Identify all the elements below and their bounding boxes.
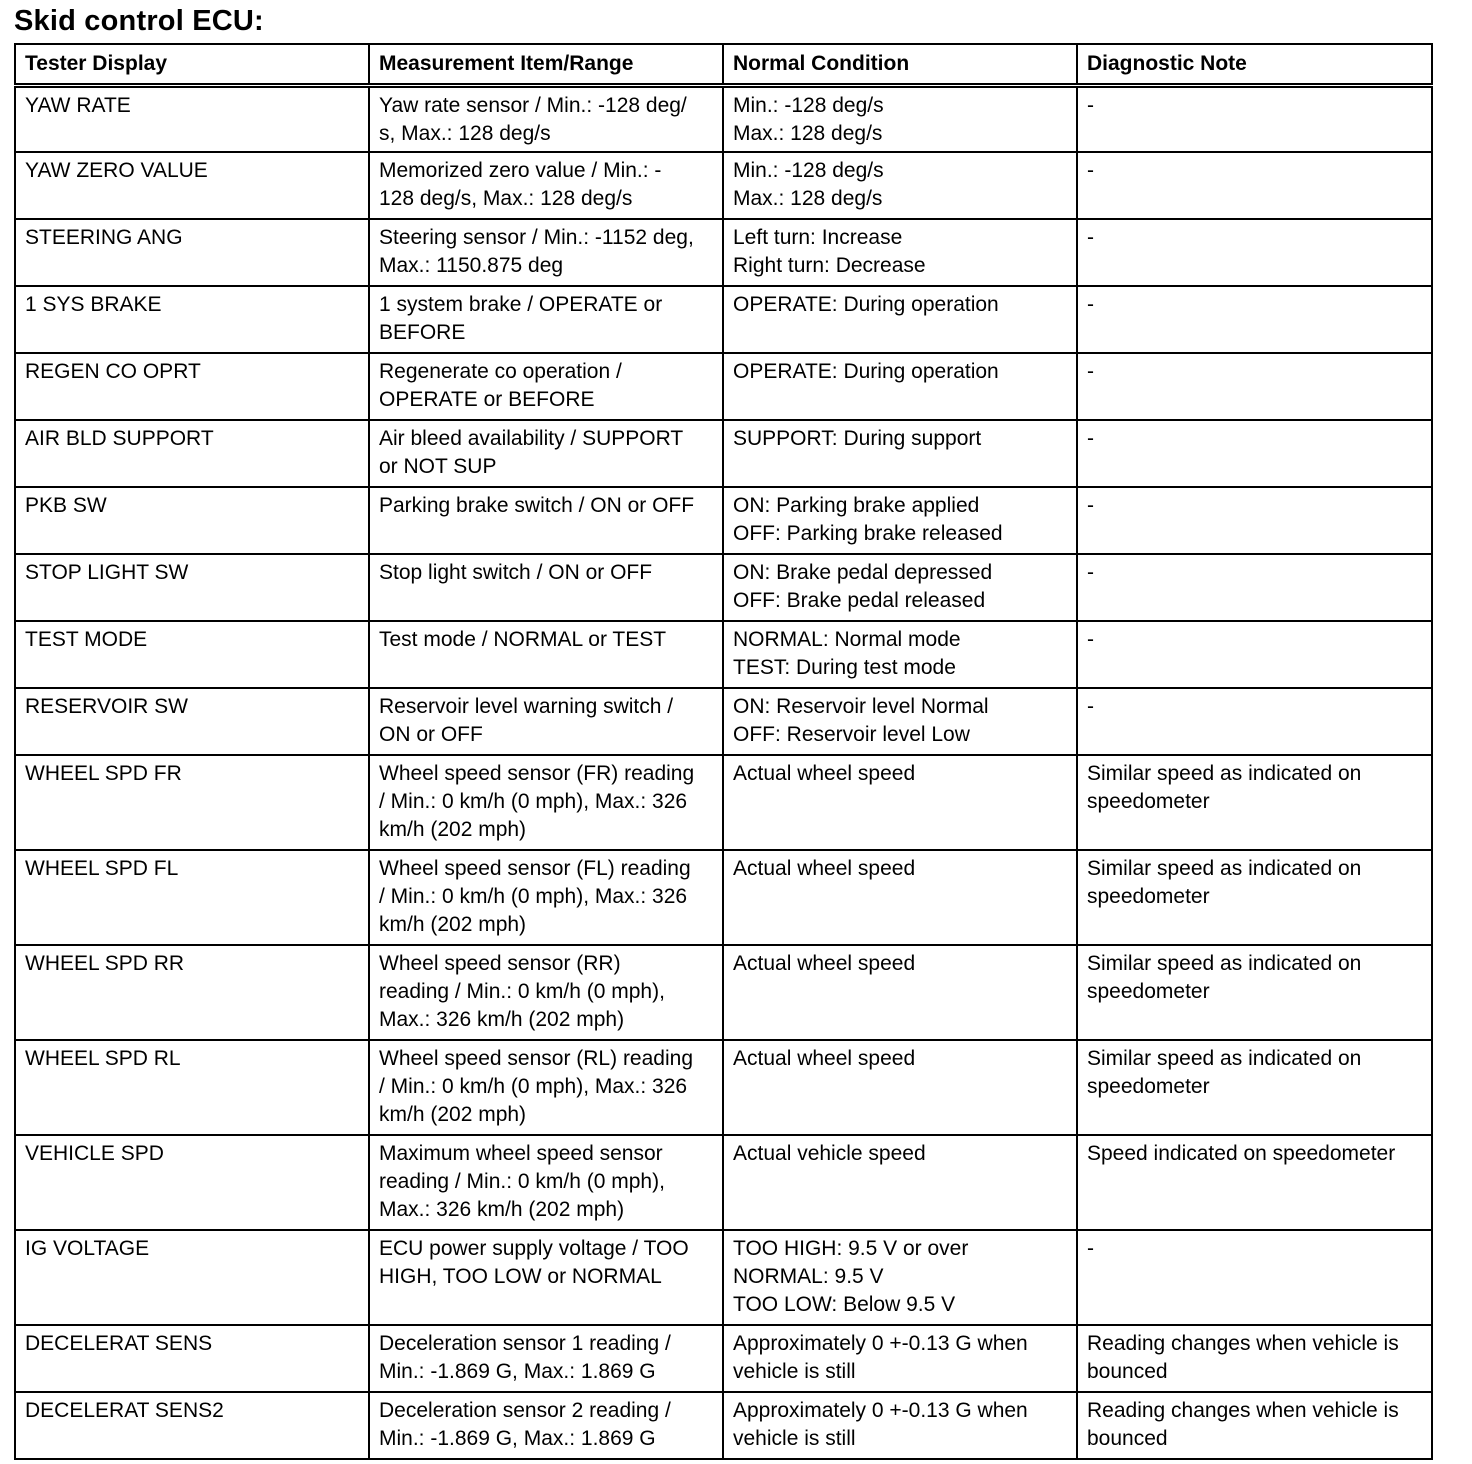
table-row — [15, 1135, 1432, 1230]
table-row — [15, 1230, 1432, 1325]
table-row — [15, 1325, 1432, 1392]
cell-diagnostic-note: - — [1077, 286, 1432, 353]
table-body — [15, 85, 1432, 1459]
cell-normal-condition: Actual wheel speed — [723, 755, 1077, 850]
cell-tester-display: RESERVOIR SW — [15, 688, 369, 755]
cell-measurement-item: Stop light switch / ON or OFF — [369, 554, 723, 621]
cell-normal-condition: ON: Brake pedal depressed OFF: Brake pedal released — [723, 554, 1077, 621]
cell-measurement-item: Test mode / NORMAL or TEST — [369, 621, 723, 688]
cell-diagnostic-note: - — [1077, 554, 1432, 621]
table-row — [15, 420, 1432, 487]
cell-measurement-item: Wheel speed sensor (FR) reading / Min.: 0 km/h (0 mph), Max.: 326 km/h (202 mph) — [369, 755, 723, 850]
cell-normal-condition: Approximately 0 +-0.13 G when vehicle is still — [723, 1392, 1077, 1459]
cell-diagnostic-note: - — [1077, 85, 1432, 152]
cell-normal-condition: ON: Parking brake applied OFF: Parking brake released — [723, 487, 1077, 554]
header-tester-display: Tester Display — [15, 44, 369, 85]
table-row — [15, 945, 1432, 1040]
cell-normal-condition: Approximately 0 +-0.13 G when vehicle is still — [723, 1325, 1077, 1392]
table-row — [15, 688, 1432, 755]
table-row — [15, 755, 1432, 850]
cell-tester-display: WHEEL SPD FR — [15, 755, 369, 850]
cell-tester-display: TEST MODE — [15, 621, 369, 688]
cell-diagnostic-note: Reading changes when vehicle is bounced — [1077, 1392, 1432, 1459]
cell-diagnostic-note: - — [1077, 688, 1432, 755]
cell-measurement-item: Yaw rate sensor / Min.: -128 deg/ s, Max.: 128 deg/s — [369, 85, 723, 152]
cell-measurement-item: Wheel speed sensor (RL) reading / Min.: 0 km/h (0 mph), Max.: 326 km/h (202 mph) — [369, 1040, 723, 1135]
header-row — [15, 44, 1432, 85]
page-title: Skid control ECU: — [14, 5, 264, 37]
cell-diagnostic-note: - — [1077, 420, 1432, 487]
table-row — [15, 1392, 1432, 1459]
cell-tester-display: 1 SYS BRAKE — [15, 286, 369, 353]
cell-measurement-item: Reservoir level warning switch / ON or OFF — [369, 688, 723, 755]
cell-tester-display: IG VOLTAGE — [15, 1230, 369, 1325]
cell-normal-condition: ON: Reservoir level Normal OFF: Reservoir level Low — [723, 688, 1077, 755]
table-row — [15, 85, 1432, 152]
cell-measurement-item: Steering sensor / Min.: -1152 deg, Max.: 1150.875 deg — [369, 219, 723, 286]
header-measurement-item: Measurement Item/Range — [369, 44, 723, 85]
cell-measurement-item: Wheel speed sensor (FL) reading / Min.: 0 km/h (0 mph), Max.: 326 km/h (202 mph) — [369, 850, 723, 945]
cell-measurement-item: ECU power supply voltage / TOO HIGH, TOO LOW or NORMAL — [369, 1230, 723, 1325]
cell-measurement-item: Memorized zero value / Min.: - 128 deg/s, Max.: 128 deg/s — [369, 152, 723, 219]
cell-diagnostic-note: - — [1077, 219, 1432, 286]
cell-normal-condition: Actual wheel speed — [723, 945, 1077, 1040]
cell-normal-condition: Min.: -128 deg/s Max.: 128 deg/s — [723, 152, 1077, 219]
cell-measurement-item: Maximum wheel speed sensor reading / Min.: 0 km/h (0 mph), Max.: 326 km/h (202 mph) — [369, 1135, 723, 1230]
table-header — [15, 44, 1432, 85]
cell-diagnostic-note: - — [1077, 353, 1432, 420]
table-row — [15, 621, 1432, 688]
cell-tester-display: VEHICLE SPD — [15, 1135, 369, 1230]
cell-tester-display: WHEEL SPD RL — [15, 1040, 369, 1135]
cell-tester-display: AIR BLD SUPPORT — [15, 420, 369, 487]
cell-measurement-item: Parking brake switch / ON or OFF — [369, 487, 723, 554]
header-normal-condition: Normal Condition — [723, 44, 1077, 85]
table-row — [15, 487, 1432, 554]
cell-tester-display: WHEEL SPD RR — [15, 945, 369, 1040]
cell-tester-display: YAW RATE — [15, 85, 369, 152]
cell-tester-display: DECELERAT SENS — [15, 1325, 369, 1392]
cell-normal-condition: OPERATE: During operation — [723, 353, 1077, 420]
cell-diagnostic-note: Similar speed as indicated on speedometer — [1077, 945, 1432, 1040]
cell-tester-display: WHEEL SPD FL — [15, 850, 369, 945]
cell-diagnostic-note: Similar speed as indicated on speedometer — [1077, 755, 1432, 850]
cell-tester-display: STOP LIGHT SW — [15, 554, 369, 621]
cell-normal-condition: NORMAL: Normal mode TEST: During test mode — [723, 621, 1077, 688]
cell-diagnostic-note: Similar speed as indicated on speedometer — [1077, 1040, 1432, 1135]
cell-measurement-item: Wheel speed sensor (RR) reading / Min.: 0 km/h (0 mph), Max.: 326 km/h (202 mph) — [369, 945, 723, 1040]
cell-measurement-item: Regenerate co operation / OPERATE or BEFORE — [369, 353, 723, 420]
cell-normal-condition: OPERATE: During operation — [723, 286, 1077, 353]
table-row — [15, 219, 1432, 286]
cell-diagnostic-note: - — [1077, 1230, 1432, 1325]
cell-normal-condition: Actual wheel speed — [723, 1040, 1077, 1135]
table-row — [15, 286, 1432, 353]
header-diagnostic-note: Diagnostic Note — [1077, 44, 1432, 85]
cell-diagnostic-note: Reading changes when vehicle is bounced — [1077, 1325, 1432, 1392]
cell-normal-condition: Left turn: Increase Right turn: Decrease — [723, 219, 1077, 286]
cell-measurement-item: Air bleed availability / SUPPORT or NOT SUP — [369, 420, 723, 487]
cell-diagnostic-note: Similar speed as indicated on speedometer — [1077, 850, 1432, 945]
cell-diagnostic-note: - — [1077, 621, 1432, 688]
table-row — [15, 152, 1432, 219]
table-row — [15, 1040, 1432, 1135]
cell-normal-condition: TOO HIGH: 9.5 V or over NORMAL: 9.5 V TOO LOW: Below 9.5 V — [723, 1230, 1077, 1325]
cell-normal-condition: SUPPORT: During support — [723, 420, 1077, 487]
cell-tester-display: YAW ZERO VALUE — [15, 152, 369, 219]
table-row — [15, 850, 1432, 945]
cell-tester-display: DECELERAT SENS2 — [15, 1392, 369, 1459]
cell-tester-display: REGEN CO OPRT — [15, 353, 369, 420]
cell-normal-condition: Min.: -128 deg/s Max.: 128 deg/s — [723, 85, 1077, 152]
cell-tester-display: STEERING ANG — [15, 219, 369, 286]
cell-measurement-item: Deceleration sensor 2 reading / Min.: -1.869 G, Max.: 1.869 G — [369, 1392, 723, 1459]
cell-measurement-item: 1 system brake / OPERATE or BEFORE — [369, 286, 723, 353]
cell-diagnostic-note: - — [1077, 487, 1432, 554]
cell-diagnostic-note: - — [1077, 152, 1432, 219]
cell-normal-condition: Actual vehicle speed — [723, 1135, 1077, 1230]
cell-diagnostic-note: Speed indicated on speedometer — [1077, 1135, 1432, 1230]
table-row — [15, 353, 1432, 420]
cell-tester-display: PKB SW — [15, 487, 369, 554]
cell-normal-condition: Actual wheel speed — [723, 850, 1077, 945]
data-list-table — [14, 43, 1433, 1460]
cell-measurement-item: Deceleration sensor 1 reading / Min.: -1.869 G, Max.: 1.869 G — [369, 1325, 723, 1392]
table-row — [15, 554, 1432, 621]
